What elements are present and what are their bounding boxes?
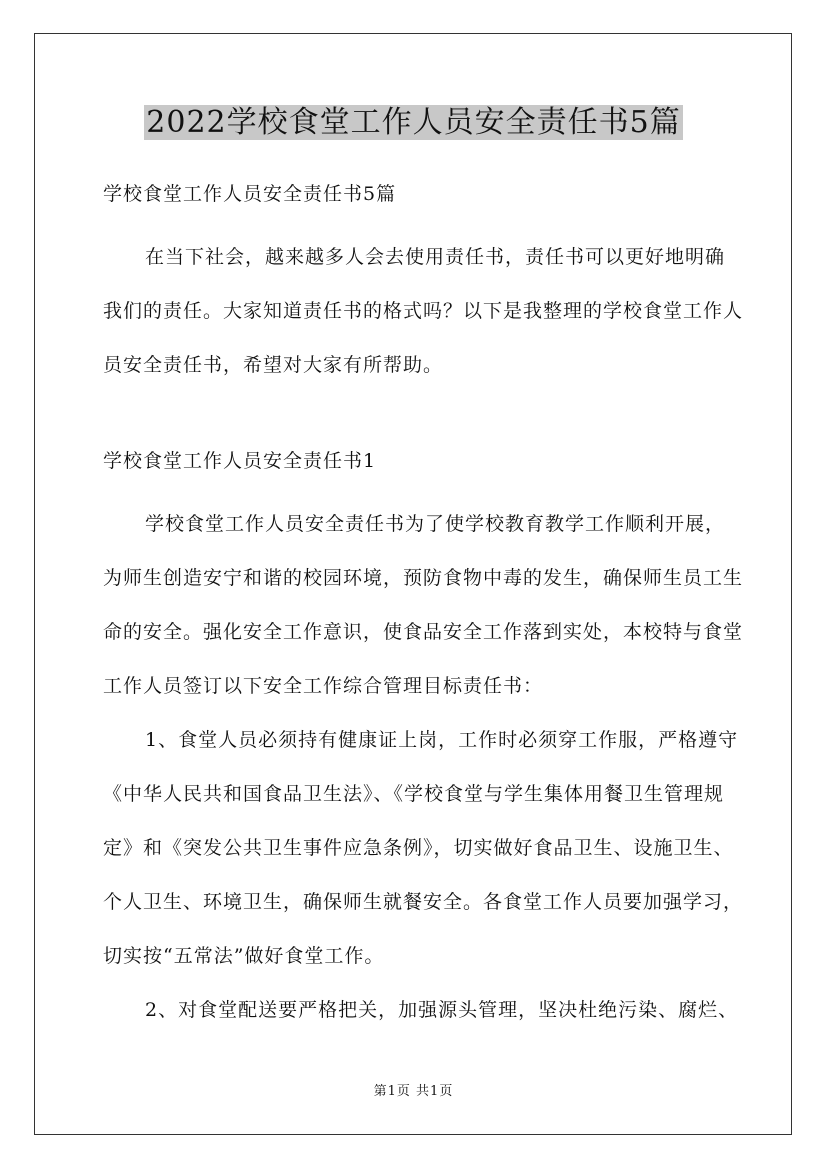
list-item-1: 1、食堂人员必须持有健康证上岗，工作时必须穿工作服，严格遵守《中华人民共和国食品卫生法》、《学校食堂与学生集体用餐卫生管理规定》和《突发公共卫生事件应急条例》，切实做好食品卫生、设施卫生、个人卫生、环境卫生，确保师生就餐安全。各食堂工作人员要加强学习，切实按“五常法”做好食堂工作。	[103, 729, 744, 967]
intro-paragraph: 在当下社会，越来越多人会去使用责任书，责任书可以更好地明确我们的责任。大家知道责任书的格式吗？以下是我整理的学校食堂工作人员安全责任书，希望对大家有所帮助。	[103, 246, 744, 376]
list-item-2: 2、对食堂配送要严格把关，加强源头管理，坚决杜绝污染、腐烂、	[145, 999, 739, 1021]
page-footer: 第1页 共1页	[373, 1084, 454, 1099]
document-subtitle: 学校食堂工作人员安全责任书5篇	[103, 183, 397, 205]
section-paragraph: 学校食堂工作人员安全责任书为了使学校教育教学工作顺利开展，为师生创造安宁和谐的校园环境，预防食物中毒的发生，确保师生员工生命的安全。强化安全工作意识，使食品安全工作落到实处，本校特与食堂工作人员签订以下安全工作综合管理目标责任书：	[103, 513, 744, 697]
document-title	[0, 98, 827, 148]
spacer	[103, 218, 743, 230]
document-body	[103, 170, 743, 1037]
document-title-text: 2022学校食堂工作人员安全责任书5篇	[146, 105, 681, 140]
spacer	[103, 485, 743, 497]
spacer	[103, 392, 743, 437]
section-heading: 学校食堂工作人员安全责任书1	[103, 450, 377, 472]
